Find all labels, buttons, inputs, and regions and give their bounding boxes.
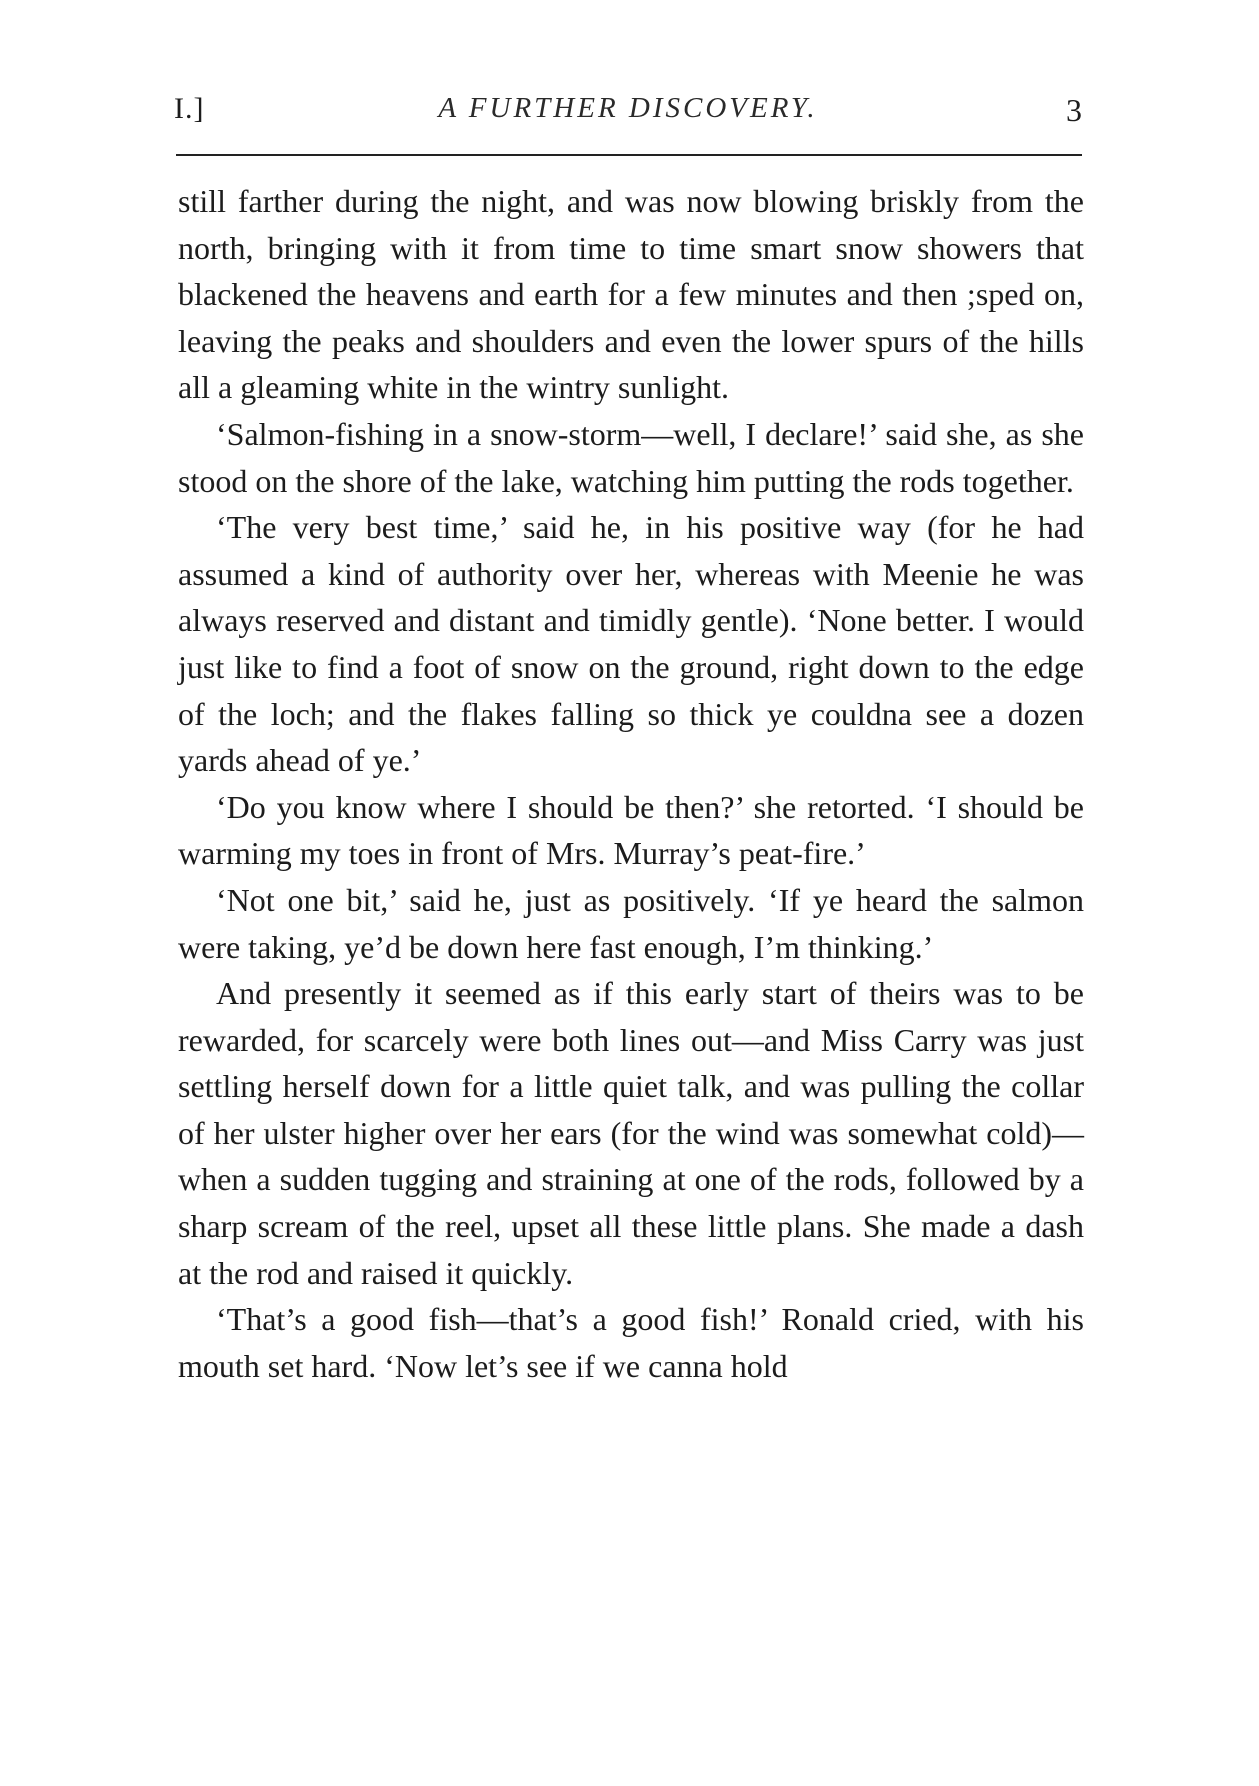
page-number: 3 (1066, 92, 1082, 128)
paragraph: And presently it seemed as if this early start of theirs was to be rewarded, for scarcely were both lines out—and Miss Carry was just settling herself down for a little quiet talk, and was pulling the collar of her ulster higher over her ears (for the wind was somewhat cold)—when a sudden tugging and straining at one of the rods, followed by a sharp scream of the reel, upset all these little plans. She made a dash at the rod and raised it quickly. (178, 975, 1084, 1291)
body-text (178, 178, 1084, 1389)
paragraph: ‘Do you know where I should be then?’ she retorted. ‘I should be warming my toes in front of Mrs. Murray’s peat-fire.’ (178, 788, 1084, 872)
section-marker: I.] (174, 92, 205, 125)
paragraph-continuation: still farther during the night, and was now blowing briskly from the north, bringing with it from time to time smart snow showers that blackened the heavens and earth for a few minutes and then ;sped on, leaving the peaks and shoulders and even the lower spurs of the hills all a gleaming white in the wintry sunlight. (178, 183, 1084, 406)
paragraph: ‘Salmon-fishing in a snow-storm—well, I declare!’ said she, as she stood on the shore of the lake, watching him putting the rods together. (178, 415, 1084, 499)
header-rule (176, 154, 1082, 156)
running-title: A FURTHER DISCOVERY. (438, 92, 818, 124)
paragraph-final: ‘That’s a good fish—that’s a good fish!’ Ronald cried, with his mouth set hard. ‘Now let’s see if we canna hold (178, 1301, 1084, 1384)
paragraph: ‘Not one bit,’ said he, just as positively. ‘If ye heard the salmon were taking, ye’d be down here fast enough, I’m thinking.’ (178, 881, 1084, 965)
running-head (174, 92, 1082, 140)
paragraph: ‘The very best time,’ said he, in his positive way (for he had assumed a kind of authority over her, whereas with Meenie he was always reserved and distant and timidly gentle). ‘None better. I would just like to find a foot of snow on the ground, right down to the edge of the loch; and the flakes falling so thick ye couldna see a dozen yards ahead of ye.’ (178, 509, 1084, 779)
